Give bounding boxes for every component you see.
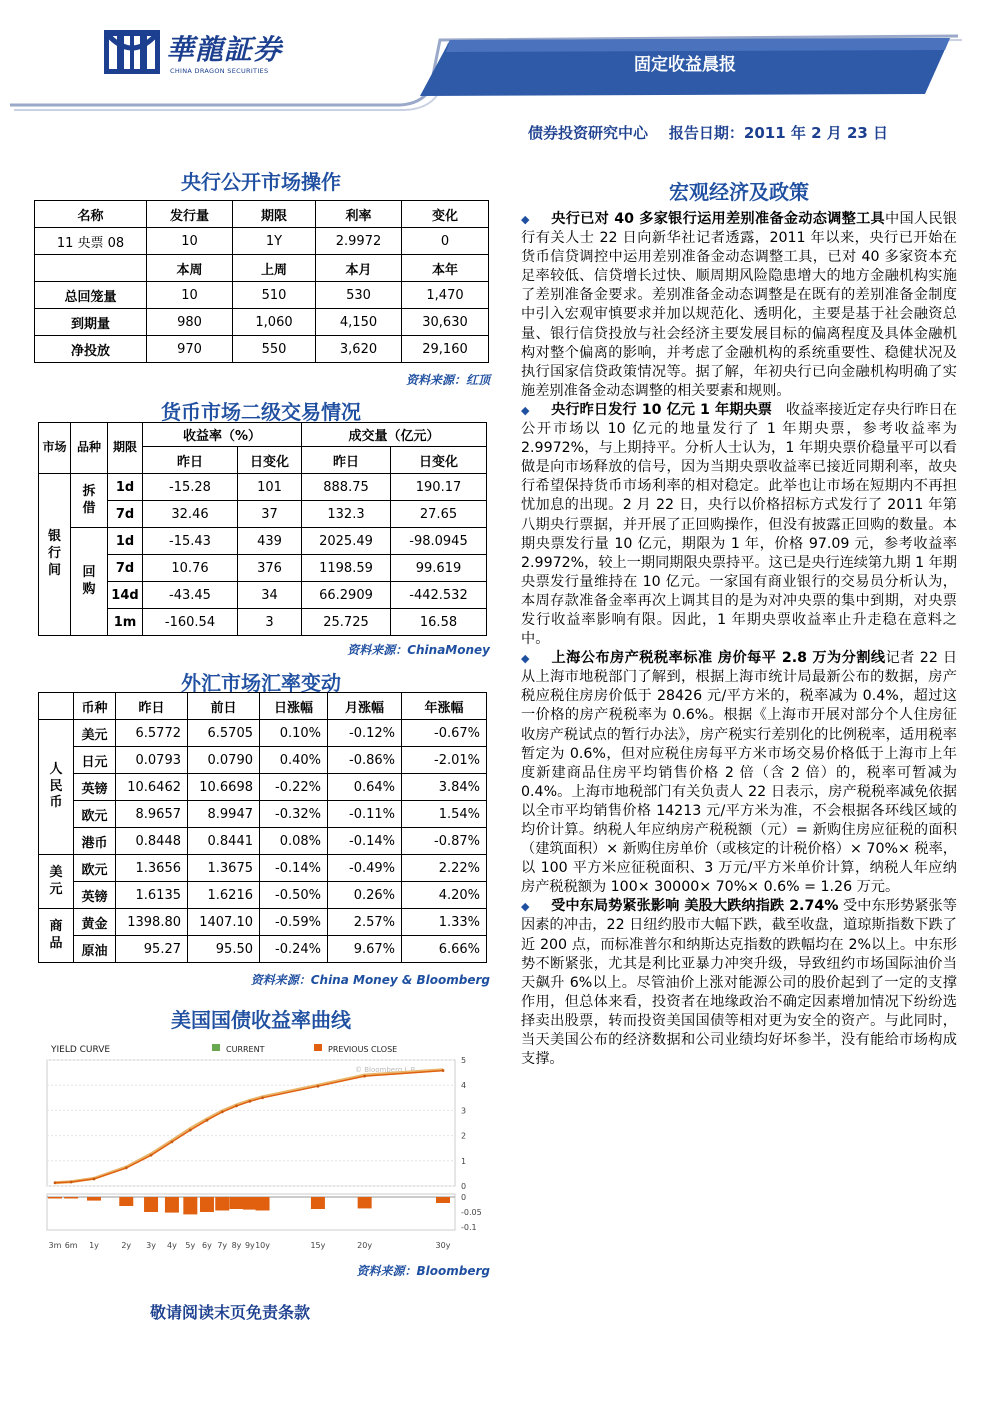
- table-row: [39, 423, 487, 447]
- table-cell: 1198.59: [302, 555, 391, 582]
- table-cell: 439: [238, 528, 302, 555]
- type-group-cell: [71, 474, 108, 528]
- table-cell: 欧元: [74, 855, 116, 882]
- table-cell: 港币: [74, 828, 116, 855]
- type-group-cell: [71, 528, 108, 636]
- y-tick-label-bottom: -0.1: [461, 1223, 477, 1232]
- table-header: [39, 693, 74, 720]
- table-cell: 25.725: [302, 609, 391, 636]
- table-row: [35, 336, 489, 363]
- table-header: 昨日: [302, 447, 391, 474]
- table-header: 上周: [233, 255, 316, 282]
- table-cell: 0.0790: [188, 747, 260, 774]
- table-cell: 6.5705: [188, 720, 260, 747]
- data-point: [189, 1129, 192, 1132]
- table-header: 变化: [402, 201, 489, 228]
- news-body: 收益率接近定存央行昨日在公开市场以 10 亿元的地量发行了 1 年期央票，参考收益率为 2.9972%，与上期持平。分析人士认为，1 年期央票价稳量平可以看做是向市场释放的信号，因为当期央票收益率已接近同期利率，故央行希望保持货币市场利率的相对稳定。此举也让市场在短期内不再担忧加息的出现。2 月 22 日，央行以价格招标方式发行了 2011 年第八期央行票据，并开展了正回购操作，但没有披露正回购的数量。本期央票发行量 10 亿元，期限为 1 年，价格 97.09 元，参考收益率 2.9972%，较上一期同期限央票持平。这已是央行连续第九期 1 年期央票发行量维持在 10 亿元。一家国有商业银行的交易员分析认为，本周存款准备金率再次上调其目的是为对冲央票的集中到期，对央票发行收益率影响有限。因此，1 年期央票收益率止升走稳在意料之中。: [521, 401, 957, 648]
- news-body: 中国人民银行有关人士 22 日向新华社记者透露，2011 年以来，央行已开始在货币信贷调控中运用差别准备金动态调整工具，已对 40 多家资本充足率较低、信贷增长过快、顺周期风险隐患增大的地方金融机构实施了差别准备金要求。差别准备金动态调整是在既有的差别准备金制度中引入宏观审慎要求并加以规范化、透明化，主要是基于社会融资总量、银行信贷投放与社会经济主要发展目标的偏离程度及具体金融机构对整个偏离的影响，并考虑了金融机构的系统重要性、稳健状况及执行国家信贷政策情况等。据了解，年初央行已向金融机构明确了实施差别准备金动态调整的相关要素和规则。: [521, 211, 957, 399]
- company-logo-english: CHINA DRAGON SECURITIES: [170, 67, 269, 75]
- legend-label-previous: PREVIOUS CLOSE: [328, 1045, 398, 1054]
- money-market-table: [38, 422, 487, 636]
- table-cell: -0.59%: [260, 909, 328, 936]
- table-cell: 0.8448: [116, 828, 188, 855]
- table-cell: -15.43: [143, 528, 238, 555]
- fx-table: [38, 692, 487, 963]
- table-row: [39, 720, 487, 747]
- table-cell: 9.67%: [328, 936, 402, 963]
- table-cell: 99.619: [391, 555, 487, 582]
- y-tick-label-bottom: -0.05: [461, 1208, 482, 1217]
- section-title-macro: 宏观经济及政策: [669, 180, 809, 204]
- table-cell: -0.67%: [402, 720, 487, 747]
- table-cell: 2.57%: [328, 909, 402, 936]
- table-cell: 2.9972: [316, 228, 402, 255]
- table-cell: 6.5772: [116, 720, 188, 747]
- open-market-table: [34, 200, 489, 363]
- table-cell: 0.26%: [328, 882, 402, 909]
- table-cell: 1407.10: [188, 909, 260, 936]
- table-cell: 1d: [108, 474, 143, 501]
- market-group-label: 银行间: [47, 529, 61, 578]
- table-row: [39, 828, 487, 855]
- y-tick-label: 2: [461, 1131, 467, 1141]
- table-cell: 37: [238, 501, 302, 528]
- table-cell: -0.24%: [260, 936, 328, 963]
- table-row: [35, 282, 489, 309]
- table-cell: 0.10%: [260, 720, 328, 747]
- data-point: [150, 1154, 153, 1157]
- table-cell: 1.3656: [116, 855, 188, 882]
- table-row: [39, 801, 487, 828]
- y-tick-label: 4: [461, 1081, 467, 1091]
- x-tick-label: 7y: [217, 1241, 228, 1250]
- table-cell: 101: [238, 474, 302, 501]
- section-title-money-market: 货币市场二级交易情况: [161, 400, 361, 424]
- table-header: 成交量（亿元）: [302, 423, 487, 447]
- table-cell: 888.75: [302, 474, 391, 501]
- data-point: [221, 1111, 224, 1114]
- fx-group-cell: [39, 855, 74, 909]
- table-header: [39, 423, 71, 474]
- table-cell: 0.0793: [116, 747, 188, 774]
- macro-news-column: [521, 210, 957, 1069]
- table-cell: 2.22%: [402, 855, 487, 882]
- table-header: 利率: [316, 201, 402, 228]
- news-headline: 上海公布房产税税率标准 房价每平 2.8 万为分割线: [551, 650, 886, 667]
- company-logo-text: 華龍証券: [166, 33, 283, 66]
- table-cell: 16.58: [391, 609, 487, 636]
- y-tick-label: 3: [461, 1106, 467, 1116]
- table-cell: 66.2909: [302, 582, 391, 609]
- table-header: 名称: [35, 201, 147, 228]
- table-cell: -0.14%: [260, 855, 328, 882]
- table-cell: 净投放: [35, 336, 147, 363]
- table-cell: -0.32%: [260, 801, 328, 828]
- source-note-chart: 资料来源：Bloomberg: [356, 1264, 490, 1278]
- change-bar: [48, 1197, 62, 1199]
- table-header: 币种: [74, 693, 116, 720]
- data-point: [248, 1100, 251, 1103]
- yield-curve-chart: [37, 1038, 487, 1258]
- news-item: [521, 649, 957, 897]
- table-cell: 10.76: [143, 555, 238, 582]
- table-cell: 190.17: [391, 474, 487, 501]
- chart-label: YIELD CURVE: [51, 1045, 111, 1055]
- legend-swatch-current: [212, 1044, 220, 1051]
- change-bar: [87, 1197, 101, 1201]
- chart-watermark: © Bloomberg L.P.: [355, 1066, 417, 1074]
- section-title-open-market: 央行公开市场操作: [181, 170, 341, 194]
- source-note-fx: 资料来源：China Money & Bloomberg: [250, 973, 490, 987]
- table-cell: 10.6698: [188, 774, 260, 801]
- term-header-label: 期限: [112, 440, 137, 455]
- news-headline: 受中东局势紧张影响 美股大跌纳指跌 2.74%: [551, 898, 839, 915]
- table-header: 本年: [402, 255, 489, 282]
- table-cell: 欧元: [74, 801, 116, 828]
- data-point: [261, 1096, 264, 1099]
- data-point: [171, 1141, 174, 1144]
- table-cell: -0.22%: [260, 774, 328, 801]
- table-cell: 11 央票 08: [35, 228, 147, 255]
- news-item: [521, 210, 957, 401]
- change-bar: [215, 1197, 229, 1211]
- table-cell: 980: [147, 309, 233, 336]
- table-header: 日变化: [391, 447, 487, 474]
- table-cell: -0.87%: [402, 828, 487, 855]
- data-point: [93, 1178, 96, 1181]
- table-cell: 日元: [74, 747, 116, 774]
- table-cell: -442.532: [391, 582, 487, 609]
- change-bar: [311, 1197, 325, 1209]
- x-tick-label: 1y: [89, 1241, 99, 1250]
- table-cell: 1.54%: [402, 801, 487, 828]
- table-cell: 7d: [108, 501, 143, 528]
- bullet-icon: ◆: [521, 900, 530, 914]
- data-point: [317, 1085, 320, 1088]
- table-cell: 95.50: [188, 936, 260, 963]
- table-cell: 总回笼量: [35, 282, 147, 309]
- type-group-label: 拆借: [82, 483, 96, 516]
- change-bar: [243, 1197, 257, 1210]
- x-tick-label: 10y: [255, 1241, 270, 1250]
- x-tick-label: 30y: [435, 1241, 451, 1250]
- change-bar: [256, 1197, 270, 1211]
- report-title: 固定收益晨报: [634, 55, 736, 75]
- x-tick-label: 9y: [244, 1241, 255, 1250]
- table-header: 期限: [233, 201, 316, 228]
- type-header-label: 品种: [76, 440, 101, 455]
- table-cell: 132.3: [302, 501, 391, 528]
- table-row: [35, 255, 489, 282]
- table-cell: 到期量: [35, 309, 147, 336]
- table-row: [39, 855, 487, 882]
- table-header: [108, 423, 143, 474]
- table-cell: 8.9947: [188, 801, 260, 828]
- table-cell: 英镑: [74, 882, 116, 909]
- table-row: [35, 228, 489, 255]
- table-cell: 英镑: [74, 774, 116, 801]
- table-header: 本月: [316, 255, 402, 282]
- source-note-money-market: 资料来源：ChinaMoney: [347, 643, 490, 657]
- change-bar: [144, 1197, 158, 1212]
- legend-swatch-previous: [314, 1044, 322, 1051]
- x-tick-label: 4y: [167, 1241, 177, 1250]
- table-header: 前日: [188, 693, 260, 720]
- news-item: [521, 401, 957, 649]
- table-row: [39, 882, 487, 909]
- table-row: [39, 747, 487, 774]
- x-tick-label: 6y: [202, 1241, 212, 1250]
- legend-label-current: CURRENT: [226, 1045, 265, 1054]
- table-cell: 10: [147, 282, 233, 309]
- bullet-icon: ◆: [521, 403, 530, 417]
- x-tick-label: 8y: [231, 1241, 242, 1250]
- table-cell: 1398.80: [116, 909, 188, 936]
- x-tick-label: 15y: [310, 1241, 326, 1250]
- table-cell: 376: [238, 555, 302, 582]
- table-cell: 0.40%: [260, 747, 328, 774]
- market-group-cell: [39, 474, 71, 636]
- y-tick-label-bottom: 0: [461, 1193, 467, 1202]
- table-row: [35, 201, 489, 228]
- x-tick-label: 2y: [121, 1241, 132, 1250]
- y-tick-label: 1: [461, 1156, 467, 1166]
- table-cell: -0.49%: [328, 855, 402, 882]
- section-title-yield-curve: 美国国债收益率曲线: [171, 1008, 351, 1032]
- header-banner: [0, 30, 992, 115]
- disclaimer-note: 敬请阅读末页免责条款: [150, 1303, 311, 1322]
- table-cell: -98.0945: [391, 528, 487, 555]
- table-row: [39, 693, 487, 720]
- table-row: [35, 309, 489, 336]
- table-header: 发行量: [147, 201, 233, 228]
- table-header: 年涨幅: [402, 693, 487, 720]
- bullet-icon: ◆: [521, 652, 530, 666]
- fx-group-cell: [39, 720, 74, 855]
- table-cell: -160.54: [143, 609, 238, 636]
- source-note-open-market: 资料来源：红顶: [405, 373, 490, 387]
- table-cell: 3: [238, 609, 302, 636]
- table-cell: 1Y: [233, 228, 316, 255]
- plot-area: [47, 1060, 455, 1186]
- data-point: [125, 1166, 128, 1169]
- market-header-label: 市场: [42, 440, 67, 455]
- x-tick-label: 20y: [357, 1241, 373, 1250]
- change-bar: [119, 1197, 133, 1206]
- data-point: [206, 1119, 209, 1122]
- table-header: 日变化: [238, 447, 302, 474]
- change-bar: [183, 1197, 197, 1214]
- table-cell: 10: [147, 228, 233, 255]
- table-cell: -0.12%: [328, 720, 402, 747]
- table-cell: 美元: [74, 720, 116, 747]
- fx-group-label: 人民币: [49, 761, 63, 811]
- table-header: 月涨幅: [328, 693, 402, 720]
- table-cell: 1m: [108, 609, 143, 636]
- table-cell: 2025.49: [302, 528, 391, 555]
- table-header: 本周: [147, 255, 233, 282]
- x-tick-label: 3m: [48, 1241, 62, 1250]
- table-row: [39, 909, 487, 936]
- x-tick-label: 6m: [64, 1241, 78, 1250]
- table-cell: 10.6462: [116, 774, 188, 801]
- table-cell: 4,150: [316, 309, 402, 336]
- type-group-label: 回购: [82, 564, 96, 597]
- table-cell: -2.01%: [402, 747, 487, 774]
- change-bar: [200, 1197, 214, 1212]
- data-point: [54, 1181, 57, 1184]
- table-cell: 3.84%: [402, 774, 487, 801]
- data-point: [70, 1181, 73, 1184]
- table-cell: 0.08%: [260, 828, 328, 855]
- table-cell: -0.50%: [260, 882, 328, 909]
- table-header: 昨日: [143, 447, 238, 474]
- table-cell: 1.3675: [188, 855, 260, 882]
- table-row: [39, 474, 487, 501]
- table-cell: 原油: [74, 936, 116, 963]
- change-bar: [165, 1197, 179, 1213]
- table-cell: -43.45: [143, 582, 238, 609]
- fx-group-cell: [39, 909, 74, 963]
- y-tick-label: 0: [461, 1182, 467, 1191]
- report-meta: 债券投资研究中心 报告日期：2011 年 2 月 23 日: [528, 124, 889, 142]
- section-title-fx: 外汇市场汇率变动: [181, 671, 341, 695]
- table-header: 昨日: [116, 693, 188, 720]
- table-cell: 29,160: [402, 336, 489, 363]
- table-cell: 0.64%: [328, 774, 402, 801]
- table-header: 日涨幅: [260, 693, 328, 720]
- table-cell: 1d: [108, 528, 143, 555]
- change-bar: [64, 1197, 78, 1199]
- table-cell: 30,630: [402, 309, 489, 336]
- table-row: [39, 528, 487, 555]
- y-tick-label: 5: [461, 1056, 467, 1065]
- data-point: [363, 1075, 366, 1078]
- table-cell: 530: [316, 282, 402, 309]
- table-cell: 4.20%: [402, 882, 487, 909]
- table-cell: 1.33%: [402, 909, 487, 936]
- table-cell: 8.9657: [116, 801, 188, 828]
- change-bar: [358, 1197, 372, 1208]
- table-cell: 32.46: [143, 501, 238, 528]
- table-cell: 95.27: [116, 936, 188, 963]
- x-tick-label: 3y: [146, 1241, 156, 1250]
- table-header: [35, 255, 147, 282]
- table-cell: 7d: [108, 555, 143, 582]
- news-body: 记者 22 日从上海市地税部门了解到，根据上海市统计局最新公布的数据，房产税应税住房房价低于 28426 元/平方米的，税率减为 0.4%，超过这一价格的房产税税率为 0.6%。根据《上海市开展对部分个人住房征收房产税试点的暂行办法》，房产税实行差别化的比例税率，适用税率暂定为 0.6%，但对应税住房每平方米市场交易价格低于上海市上年度新建商品住房平均销售价格 2 倍（含 2 倍）的，税率可暂减为 0.4%。上海市地税部门有关负责人 22 日表示，房产税税率减免依据以全市平均销售价格 14213 元/平方米为准，不会根据各环线区域的均价计算。纳税人年应纳房产税税额（元）= 新购住房应征税的面积（建筑面积）× 新购住房单价（或核定的计税价格）× 70%× 税率，以 100 平方米应征税面积、3 万元/平方米单价计算，纳税人年应纳房产税税额为 100× 30000× 70%× 0.6% = 1.26 万元。: [521, 650, 958, 896]
- x-tick-label: 5y: [185, 1241, 196, 1250]
- table-cell: 27.65: [391, 501, 487, 528]
- table-cell: -0.86%: [328, 747, 402, 774]
- table-row: [39, 774, 487, 801]
- bullet-icon: ◆: [521, 213, 530, 226]
- table-header: [71, 423, 108, 474]
- table-cell: 黄金: [74, 909, 116, 936]
- table-cell: 34: [238, 582, 302, 609]
- table-cell: 6.66%: [402, 936, 487, 963]
- news-body: 受中东形势紧张等因素的冲击，22 日纽约股市大幅下跌，截至收盘，道琼斯指数下跌了近 200 点，而标准普尔和纳斯达克指数的跌幅均在 2%以上。中东形势不断紧张，尤其是利比亚暴力冲突升级，导致纽约市场国际油价当天飙升 6%以上。尽管油价上涨对能源公司的股价起到了一定的支撑作用，但总体来看，投资者在地缘政治不确定因素增加情况下纷纷选择卖出股票，转而投资美国国债等相对更为安全的资产。与此同时，当天美国公布的经济数据和公司业绩均好坏参半，没有能给市场构成支撑。: [521, 898, 957, 1068]
- table-cell: 0.8441: [188, 828, 260, 855]
- table-cell: 1,060: [233, 309, 316, 336]
- table-cell: 0: [402, 228, 489, 255]
- table-cell: 1.6135: [116, 882, 188, 909]
- table-header: 收益率（%）: [143, 423, 302, 447]
- fx-group-label: 商品: [49, 918, 63, 951]
- news-headline: 央行已对 40 多家银行运用差别准备金动态调整工具: [551, 211, 885, 227]
- table-cell: 1.6216: [188, 882, 260, 909]
- news-item: [521, 897, 957, 1069]
- table-row: [39, 936, 487, 963]
- table-cell: 1,470: [402, 282, 489, 309]
- table-cell: 970: [147, 336, 233, 363]
- data-point: [235, 1104, 238, 1107]
- data-point: [442, 1069, 445, 1072]
- table-cell: 550: [233, 336, 316, 363]
- table-cell: -0.11%: [328, 801, 402, 828]
- table-cell: -0.14%: [328, 828, 402, 855]
- table-cell: 3,620: [316, 336, 402, 363]
- change-bar: [436, 1197, 450, 1203]
- table-cell: -15.28: [143, 474, 238, 501]
- table-cell: 510: [233, 282, 316, 309]
- fx-group-label: 美元: [49, 864, 63, 897]
- table-cell: 14d: [108, 582, 143, 609]
- change-bar: [230, 1197, 244, 1209]
- news-headline: 央行昨日发行 10 亿元 1 年期央票: [551, 401, 773, 418]
